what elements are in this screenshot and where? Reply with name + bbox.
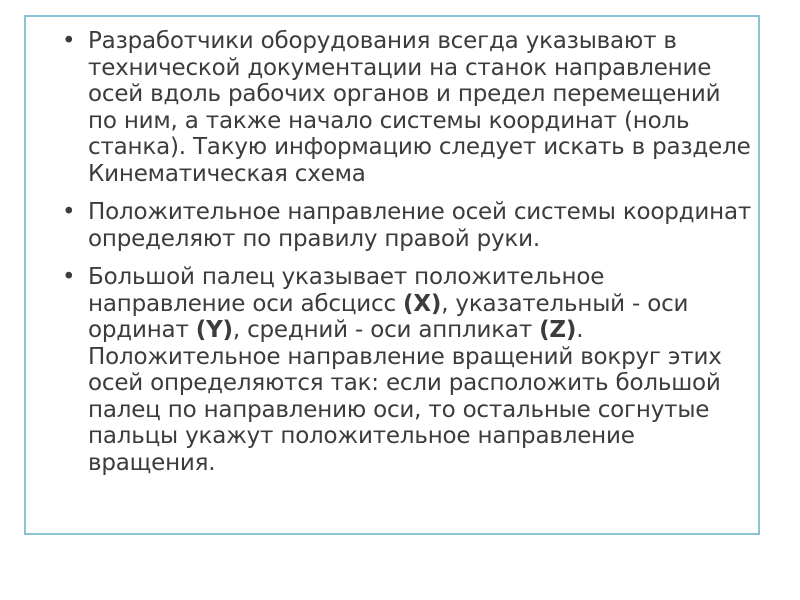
bullet-item-right-hand-rule — [62, 199, 752, 252]
text-segment: . Положительное направление вращений вокруг этих осей определяются так: если расположить большой палец по направлению оси, то остальные согнутые пальцы укажут положительное направление вращения. — [88, 317, 722, 476]
bullet-dot: • — [62, 199, 76, 225]
bullet-dot: • — [62, 28, 76, 54]
axis-x-label: (X) — [403, 290, 442, 317]
bullet-text: Положительное направление осей системы координат определяют по правилу правой руки. — [88, 199, 752, 252]
text-segment: , указательный - оси ординат — [88, 290, 689, 343]
bullet-item-developers — [62, 28, 752, 187]
bullet-dot: • — [62, 264, 76, 290]
text-segment: , средний - оси аппликат — [232, 317, 540, 343]
axis-y-label: (Y) — [195, 317, 233, 343]
axis-z-label: (Z) — [539, 317, 577, 343]
text-segment: Большой палец указывает положительное направление оси абсцисс — [88, 264, 605, 317]
bullet-text: Разработчики оборудования всегда указывают в технической документации на станок направление осей вдоль рабочих органов и предел перемещений по ним, а также начало системы координат (ноль станка). Такую информацию следует искать в разделе Кинематическая схема — [88, 28, 751, 187]
bullet-list — [62, 28, 752, 488]
slide-frame — [24, 15, 760, 535]
bullet-item-axes-definition — [62, 264, 752, 476]
bullet-text — [88, 264, 722, 476]
